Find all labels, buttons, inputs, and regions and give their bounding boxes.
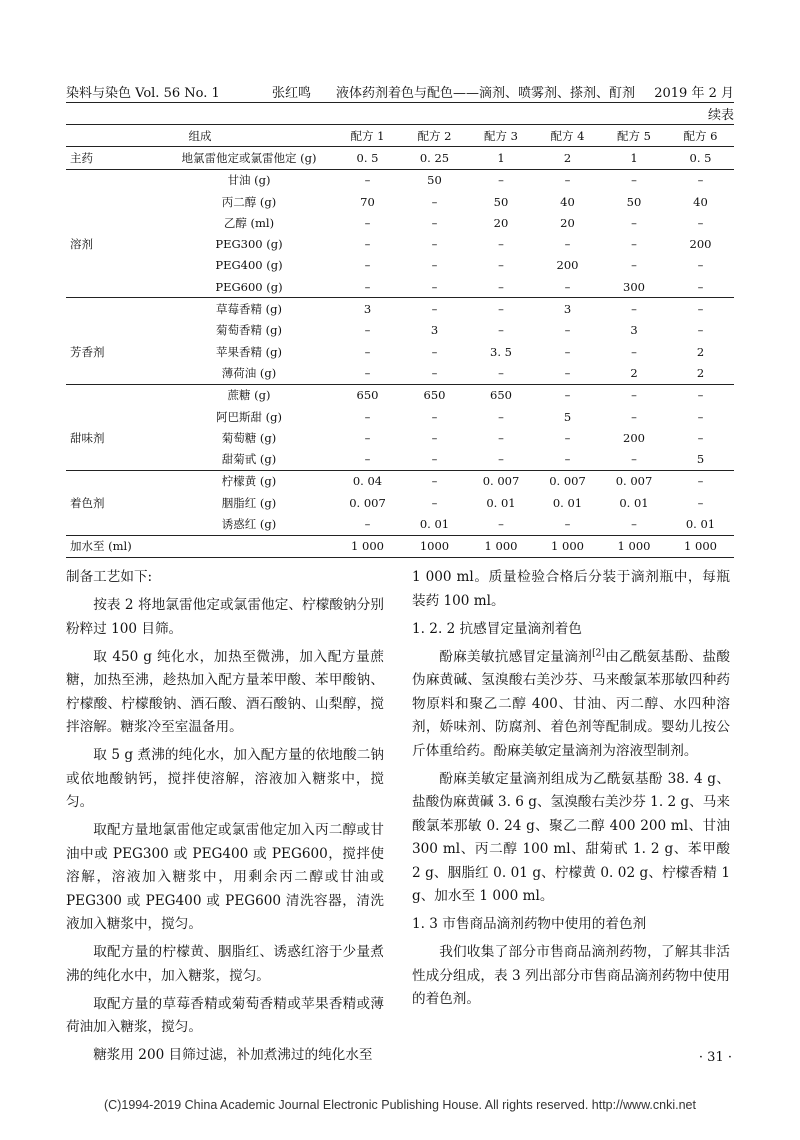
- value-cell: 3: [430, 323, 439, 338]
- value-cell: 2: [563, 150, 572, 165]
- category-cell: 主药: [70, 150, 93, 165]
- ingredient-cell: 蔗糖 (g): [227, 388, 271, 403]
- paragraph: 酚麻美敏定量滴剂组成为乙酰氨基酚 38. 4 g、盐酸伪麻黄碱 3. 6 g、氢溴酸右美沙芬 1. 2 g、马来酸氯苯那敏 0. 24 g、聚乙二醇 400 200 ml、甘油 300 ml、丙二醇 100 ml、甜菊甙 1. 2 g、苯甲酸 2 g、胭脂红 0. 01 g、柠檬黄 0. 02 g、柠檬香精 1 g、加水至 1 000 ml。: [412, 770, 730, 904]
- ingredient-cell: 薄荷油 (g): [221, 365, 277, 380]
- value-cell: 0. 5: [689, 150, 712, 165]
- value-cell: –: [564, 323, 571, 338]
- ingredient-cell: 菊萄香精 (g): [216, 323, 282, 338]
- value-cell: 50: [493, 194, 509, 209]
- value-cell: 3. 5: [490, 344, 512, 359]
- article-title: 液体药剂着色与配色——滴剂、喷雾剂、搽剂、酊剂: [336, 86, 636, 101]
- category-cell: [66, 448, 164, 470]
- value-cell: 0. 007: [549, 474, 586, 489]
- table-row: [66, 320, 734, 341]
- value-cell: –: [631, 258, 637, 273]
- value-cell: 0. 007: [615, 474, 653, 489]
- value-cell: –: [498, 323, 504, 338]
- value-cell: –: [364, 365, 371, 380]
- table-row: [66, 298, 734, 320]
- value-cell: –: [697, 474, 704, 489]
- value-cell: –: [631, 215, 637, 230]
- ingredient-cell: 乙醇 (ml): [223, 215, 275, 230]
- category-cell: [66, 320, 164, 341]
- value-cell: –: [431, 365, 438, 380]
- column-header: 配方 6: [683, 128, 718, 143]
- value-cell: –: [631, 302, 637, 317]
- value-cell: –: [431, 344, 438, 359]
- table-row: [66, 492, 734, 513]
- value-cell: –: [431, 279, 438, 294]
- value-cell: –: [564, 237, 571, 252]
- table-row: [66, 255, 734, 276]
- ingredient-cell: 苹果香精 (g): [216, 344, 282, 359]
- table-row: [66, 147, 734, 169]
- value-cell: 40: [560, 194, 575, 209]
- value-cell: –: [498, 279, 504, 294]
- value-cell: –: [431, 194, 438, 209]
- ingredient-cell: 诱惑红 (g): [221, 516, 277, 531]
- value-cell: 3: [563, 302, 572, 317]
- paragraph-text: 酚麻美敏抗感冒定量滴剂: [439, 648, 593, 665]
- category-cell: [66, 191, 164, 212]
- value-cell: –: [564, 365, 571, 380]
- table-row: [66, 535, 734, 557]
- table-row: [66, 427, 734, 448]
- value-cell: –: [364, 258, 371, 273]
- value-cell: –: [564, 516, 571, 531]
- value-cell: 40: [693, 194, 708, 209]
- value-cell: –: [564, 430, 571, 445]
- value-cell: –: [364, 237, 371, 252]
- value-cell: –: [498, 409, 504, 424]
- category-cell: [66, 276, 164, 298]
- value-cell: 300: [623, 279, 645, 294]
- table-row: [66, 513, 734, 535]
- value-cell: –: [498, 173, 504, 188]
- value-cell: 50: [427, 173, 442, 188]
- value-cell: –: [498, 302, 504, 317]
- value-cell: 0. 25: [419, 150, 450, 165]
- paragraph: [412, 646, 730, 764]
- value-cell: –: [498, 365, 504, 380]
- category-cell: [66, 384, 164, 406]
- value-cell: 3: [363, 302, 372, 317]
- value-cell: –: [631, 344, 637, 359]
- value-cell: –: [431, 258, 438, 273]
- value-cell: –: [564, 279, 571, 294]
- section-heading: 1. 2. 2 抗感冒定量滴剂着色: [412, 620, 582, 637]
- value-cell: –: [364, 452, 371, 467]
- value-cell: –: [431, 495, 438, 510]
- table-continued-label: 续表: [707, 108, 734, 123]
- value-cell: 650: [423, 388, 446, 403]
- category-cell: 甜味剂: [70, 430, 105, 445]
- value-cell: –: [631, 388, 637, 403]
- value-cell: –: [498, 237, 504, 252]
- value-cell: –: [697, 409, 704, 424]
- paragraph: 制备工艺如下:: [66, 569, 153, 585]
- value-cell: –: [364, 323, 371, 338]
- journal-name: 染料与染色 Vol. 56 No. 1: [66, 86, 220, 101]
- category-cell: [66, 470, 164, 492]
- value-cell: 2: [696, 365, 705, 380]
- category-cell: [66, 169, 164, 191]
- category-cell: [66, 212, 164, 233]
- paragraph: 按表 2 将地氯雷他定或氯雷他定、柠檬酸钠分别粉粹过 100 目筛。: [66, 597, 384, 637]
- value-cell: 20: [493, 215, 509, 230]
- column-header: 配方 1: [350, 128, 385, 143]
- ingredient-cell: 柠檬黄 (g): [221, 474, 277, 489]
- value-cell: –: [364, 344, 371, 359]
- column-header: 配方 3: [484, 128, 518, 143]
- left-column: [66, 566, 384, 1072]
- table-row: [66, 191, 734, 212]
- table-body: [66, 147, 734, 558]
- table-row: [66, 276, 734, 298]
- value-cell: –: [364, 279, 371, 294]
- column-header: 配方 4: [550, 128, 585, 143]
- value-cell: 200: [556, 258, 579, 273]
- ingredient-cell: 胭脂红 (g): [221, 495, 277, 510]
- value-cell: 2: [630, 365, 638, 380]
- category-cell: [66, 406, 164, 427]
- category-cell: 芳香剂: [70, 344, 105, 359]
- table-row: [66, 341, 734, 362]
- paragraph: 取配方量的柠檬黄、胭脂红、诱惑红溶于少量煮沸的纯化水中，加入糖浆，搅匀。: [66, 944, 384, 984]
- value-cell: 1: [630, 150, 638, 165]
- copyright-footer: (C)1994-2019 China Academic Journal Electronic Publishing House. All rights reserved. http://www.cnki.net: [104, 1098, 696, 1112]
- value-cell: –: [697, 258, 704, 273]
- right-column: [412, 566, 730, 1016]
- table-row: [66, 362, 734, 384]
- value-cell: –: [631, 452, 637, 467]
- value-cell: 5: [563, 409, 572, 424]
- value-cell: 0. 01: [619, 495, 649, 510]
- value-cell: –: [631, 516, 637, 531]
- paragraph: 1 000 ml。质量检验合格后分装于滴剂瓶中，每瓶装药 100 ml。: [412, 569, 730, 609]
- paragraph: 取 450 g 纯化水，加热至微沸，加入配方量蔗糖，加热至沸，趁热加入配方量苯甲酸、苯甲酸钠、柠檬酸、柠檬酸钠、酒石酸、酒石酸钠、山梨醇，搅拌溶解。糖浆冷至室温备用。: [66, 648, 384, 735]
- paragraph: 取 5 g 煮沸的纯化水，加入配方量的依地酸二钠或依地酸钠钙，搅拌使溶解，溶液加入糖浆中，搅匀。: [66, 747, 384, 810]
- paragraph: 取配方量地氯雷他定或氯雷他定加入丙二醇或甘油中或 PEG300 或 PEG400 或 PEG600，搅拌使溶解，溶液加入糖浆中，用剩余丙二醇或甘油或 PEG300 或 PEG400 或 PEG600 清洗容器，清洗液加入糖浆中，搅匀。: [66, 822, 384, 932]
- issue-date: 2019 年 2 月: [654, 86, 734, 101]
- running-header: [66, 80, 734, 103]
- value-cell: –: [631, 173, 637, 188]
- value-cell: –: [697, 173, 704, 188]
- value-cell: 650: [490, 388, 512, 403]
- value-cell: 1 000: [351, 539, 384, 554]
- value-cell: –: [498, 430, 504, 445]
- value-cell: 200: [623, 430, 645, 445]
- value-cell: –: [431, 237, 438, 252]
- value-cell: 1 000: [684, 539, 717, 554]
- table-row: [66, 212, 734, 233]
- paragraph: 取配方量的草莓香精或菊萄香精或苹果香精或薄荷油加入糖浆，搅匀。: [66, 995, 384, 1035]
- value-cell: 70: [360, 194, 375, 209]
- page-number: · 31 ·: [698, 1050, 732, 1065]
- value-cell: –: [431, 409, 438, 424]
- value-cell: –: [364, 215, 371, 230]
- value-cell: –: [564, 388, 571, 403]
- value-cell: 0. 01: [552, 495, 583, 510]
- section-heading: 1. 3 市售商品滴剂药物中使用的着色剂: [412, 916, 647, 932]
- formula-table: [66, 124, 734, 558]
- value-cell: 5: [696, 452, 705, 467]
- value-cell: 650: [356, 388, 379, 403]
- value-cell: –: [364, 173, 371, 188]
- water-row-label: 加水至 (ml): [70, 539, 132, 554]
- value-cell: 0. 007: [349, 495, 386, 510]
- value-cell: –: [564, 344, 571, 359]
- table-row: [66, 233, 734, 254]
- table-row: [66, 169, 734, 191]
- value-cell: 0. 04: [352, 474, 383, 489]
- reference-marker: [2]: [592, 647, 605, 658]
- value-cell: –: [697, 430, 704, 445]
- category-cell: 着色剂: [70, 495, 105, 510]
- ingredient-cell: 阿巴斯甜 (g): [216, 409, 282, 424]
- category-cell: 溶剂: [70, 237, 93, 252]
- value-cell: 1 000: [551, 539, 584, 554]
- table-row: [66, 406, 734, 427]
- category-cell: [66, 362, 164, 384]
- value-cell: –: [431, 215, 438, 230]
- value-cell: –: [564, 452, 571, 467]
- value-cell: 200: [689, 237, 712, 252]
- value-cell: 3: [630, 323, 638, 338]
- table-row: [66, 448, 734, 470]
- value-cell: –: [697, 279, 704, 294]
- category-cell: [66, 255, 164, 276]
- value-cell: 20: [560, 215, 575, 230]
- value-cell: –: [431, 430, 438, 445]
- value-cell: –: [697, 388, 704, 403]
- value-cell: –: [431, 302, 438, 317]
- value-cell: 0. 01: [419, 516, 450, 531]
- table-row: [66, 470, 734, 492]
- ingredient-cell: 甜菊甙 (g): [221, 452, 277, 467]
- value-cell: –: [697, 215, 704, 230]
- value-cell: –: [631, 237, 637, 252]
- value-cell: 0. 01: [486, 495, 516, 510]
- value-cell: –: [364, 430, 371, 445]
- value-cell: –: [364, 516, 371, 531]
- paragraph-text: 由乙酰氨基酚、盐酸伪麻黄碱、氢溴酸右美沙芬、马来酸氯苯那敏四种药物原料和聚乙二醇 400、甘油、丙二醇、水四种溶剂，娇味剂、防腐剂、着色剂等配制成。婴幼儿按公斤体重给药。酚麻美敏定量滴剂为溶液型制剂。: [412, 648, 731, 759]
- value-cell: –: [564, 173, 571, 188]
- ingredient-cell: 菊萄糖 (g): [221, 430, 277, 445]
- value-cell: –: [431, 452, 438, 467]
- column-header: 配方 5: [617, 128, 651, 143]
- value-cell: –: [697, 495, 704, 510]
- value-cell: –: [498, 516, 504, 531]
- column-header: 组成: [188, 128, 212, 143]
- ingredient-cell: PEG300 (g): [215, 237, 283, 252]
- value-cell: 1 000: [617, 539, 651, 554]
- ingredient-cell: PEG400 (g): [215, 258, 283, 273]
- value-cell: 1000: [419, 539, 450, 554]
- value-cell: 1: [497, 150, 505, 165]
- value-cell: 0. 5: [356, 150, 379, 165]
- value-cell: 0. 01: [685, 516, 716, 531]
- value-cell: –: [498, 452, 504, 467]
- paragraph: 糖浆用 200 目筛过滤，补加煮沸过的纯化水至: [93, 1047, 373, 1063]
- author-name: 张红鸣: [272, 86, 312, 101]
- value-cell: 50: [626, 194, 642, 209]
- value-cell: –: [364, 409, 371, 424]
- ingredient-cell: 地氯雷他定或氯雷他定 (g): [181, 150, 317, 165]
- ingredient-cell: PEG600 (g): [215, 279, 283, 294]
- value-cell: –: [498, 258, 504, 273]
- value-cell: –: [431, 474, 438, 489]
- value-cell: –: [697, 323, 704, 338]
- ingredient-cell: 草莓香精 (g): [216, 302, 282, 317]
- paragraph: 我们收集了部分市售商品滴剂药物，了解其非活性成分组成，表 3 列出部分市售商品滴剂药物中使用的着色剂。: [412, 944, 730, 1007]
- value-cell: 0. 007: [482, 474, 520, 489]
- ingredient-cell: 丙二醇 (g): [221, 194, 277, 209]
- column-header: 配方 2: [417, 128, 452, 143]
- value-cell: 2: [696, 344, 705, 359]
- table-header-row: [66, 125, 734, 147]
- table-row: [66, 384, 734, 406]
- value-cell: 1 000: [484, 539, 518, 554]
- category-cell: [66, 298, 164, 320]
- value-cell: –: [697, 302, 704, 317]
- category-cell: [66, 513, 164, 535]
- value-cell: –: [631, 409, 637, 424]
- ingredient-cell: 甘油 (g): [227, 173, 271, 188]
